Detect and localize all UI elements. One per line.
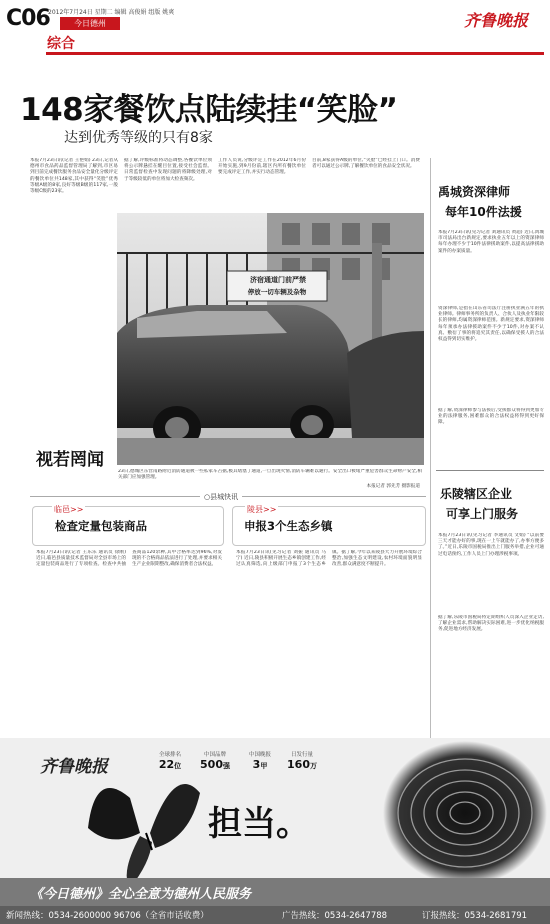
lead-headline: 148家餐饮点陆续挂“笑脸” bbox=[20, 92, 398, 128]
column-divider bbox=[430, 158, 431, 738]
advertisement bbox=[0, 738, 550, 924]
right-divider bbox=[436, 470, 544, 471]
ad-stat-label: 全球排名 bbox=[158, 752, 181, 758]
page-number: C06 bbox=[6, 6, 50, 31]
ad-stat-2 bbox=[195, 750, 235, 771]
ad-stat-unit: 位 bbox=[174, 762, 182, 770]
news-photo bbox=[117, 213, 424, 465]
photo-caption: 23日,德城区东营南路附近消防通道被一些私家车占据,极其堵塞了通道,一旦出现火情,消防车辆难以通行。安全出口被堵严重危害群众生命财产安全,相关部门应加强管理。 bbox=[118, 469, 422, 481]
lead-col-4: 目前,8家获得A级的单位,“笑脸”已经挂上门口。消费者可以通过公示牌,了解餐饮单位的食品安全状况。 bbox=[312, 158, 420, 170]
hotline-bar bbox=[0, 906, 550, 924]
hotline-news: 新闻热线：0534-2600000 96706（全省市话收费） bbox=[6, 911, 209, 921]
right-mid-para-2: 据了解,乐陵市国税局将定期组织人员深入企业走访,了解企业需求,帮助解决实际困难,进一步优化纳税服务,促进地方经济发展。 bbox=[438, 615, 544, 633]
brief-left-title: 检查定量包装商品 bbox=[55, 519, 147, 533]
ad-slogan: 担当。 bbox=[208, 804, 310, 844]
masthead-logo: 齐鲁晚报 bbox=[464, 11, 529, 30]
header-rule bbox=[46, 52, 544, 55]
right-top-para-3: 据了解,资深律师参与法援后,受援群众将得到更加专业的法律服务,困难群众的合法权益将得到更好保障。 bbox=[438, 408, 544, 426]
ad-stat-value: 22 bbox=[158, 758, 175, 771]
right-mid-title-1: 乐陵辖区企业 bbox=[440, 487, 513, 501]
photo-illustration bbox=[117, 213, 424, 465]
ad-stat-label: 日发行量 bbox=[290, 752, 313, 758]
right-top-para-2: 资深律师,是指在山东省司法厅注册执业满五年的执业律师。律师事务所的负责人、合伙人及执业年限较长的律师,均属资深律师范围。新规定要求,资深律师每年须承办法律援助案件不少于10件,对办案不认真、敷衍了事的将追究其责任,以确保受援人的合法权益得到切实维护。 bbox=[438, 306, 544, 343]
section-tab: 今日德州 bbox=[60, 17, 120, 30]
sign-line-2: 停放一切车辆及杂物 bbox=[247, 288, 307, 296]
photo-credit: 本报记者 郭先芳 摄影报道 bbox=[366, 484, 420, 489]
header bbox=[0, 0, 550, 58]
ad-stat-4 bbox=[282, 750, 322, 771]
ad-banner: 《今日德州》全心全意为德州人民服务 bbox=[30, 887, 252, 902]
ad-logo: 齐鲁晚报 bbox=[40, 757, 108, 777]
brief-right-title: 申报3个生态乡镇 bbox=[244, 519, 333, 533]
ad-stat-label: 中国品牌 bbox=[203, 752, 226, 758]
date-line: 2012年7月24日 星期二 编辑 高俊娟 组版 姚爽 bbox=[48, 9, 175, 16]
ad-stat-value: 160 bbox=[287, 758, 310, 771]
ad-stat-3 bbox=[240, 750, 280, 771]
right-top-title-2: 每年10件法援 bbox=[445, 205, 522, 219]
right-top-title-1: 禹城资深律师 bbox=[438, 185, 511, 199]
briefs-kicker: ○县城快讯 bbox=[200, 492, 242, 502]
right-top-para-1: 本报7月23日讯(见习记者 刘通讯员 黄超) 近日,禹城市司法局出台新规定,要求执业五年以上的资深律师每年办理不少于10件法律援助案件,以提高法律援助案件的办案质量。 bbox=[438, 230, 544, 254]
right-mid-title-2: 可享上门服务 bbox=[446, 507, 519, 521]
hotline-subscribe: 订报热线：0534-2681791 bbox=[422, 911, 528, 921]
photo-column-title: 视若罔闻 bbox=[36, 450, 104, 470]
lead-col-1: 本报7月23日讯(记者 王艳娟) 23日,记者从德州市食品药品监督管理局了解到,市区易到目前完成餐饮服务食品安全量化分级评定的餐饮单位共148家,其中获得“笑脸”优秀等级A级的8家,良好等级B级的117家,一般等级C级的23家。 bbox=[30, 158, 118, 195]
brief-left-body: 本报7月23日讯(记者 王乐乐 通讯员 徐刚) 近日,临邑县质量技术监督局对全县市场上的定量包装商品进行了专项检查。检查中共抽查商品120余种,其中合格率达到96%,对发现的不合格商品依法进行了处理,并要求相关生产企业限期整改,确保消费者合法权益。 bbox=[36, 550, 222, 568]
ad-stat-unit: 甲 bbox=[260, 762, 268, 770]
lead-subtitle: 达到优秀等级的只有8家 bbox=[64, 130, 213, 146]
sign-line-1: 济宿通道门前严禁 bbox=[250, 276, 306, 284]
brief-right-place: 陵县>> bbox=[247, 505, 277, 514]
ad-stat-value: 3 bbox=[252, 758, 261, 771]
brief-left-place: 临邑>> bbox=[54, 505, 84, 514]
ad-stat-label: 中国晚报 bbox=[248, 752, 271, 758]
lead-col-3: 工作人员说,分级评定工作在2012年6月份开始实施,到9月份前,辖区内所有餐饮单位要完成评定工作,并实行动态管理。 bbox=[218, 158, 306, 176]
ad-stat-1 bbox=[150, 750, 190, 771]
section-title: 综合 bbox=[47, 36, 75, 52]
hotline-ad: 广告热线：0534-2647788 bbox=[282, 911, 388, 921]
ad-stat-unit: 强 bbox=[222, 762, 230, 770]
lead-col-2: 据了解,评级标准将动态调整,各餐饮单位须将公示牌悬挂在醒目位置,接受社会监督。日常监督检查中发现问题的将降级处理,对于等级较低的单位将加大检查频次。 bbox=[124, 158, 212, 182]
ad-stat-unit: 万 bbox=[309, 762, 317, 770]
right-mid-para-1: 本报7月23日讯(见习记者 李通讯员 文娟) “以前要三天才能办好的事,现在一上午就能办了,办事方便多了。”近日,乐陵市国税局推出上门服务举措,企业可通过电话预约,工作人员上门办理涉税事项。 bbox=[438, 533, 544, 557]
ad-stat-value: 500 bbox=[200, 758, 223, 771]
brief-right-body: 本报7月23日讯(见习记者 刘振 通讯员 马宁) 近日,陵县积极开展生态乡镇创建工作,经过认真筛选,向上级部门申报了3个生态乡镇。据了解,今年以来陵县大力开展环境综合整治,加强生态文明建设,农村环境面貌明显改善,群众满意度不断提升。 bbox=[236, 550, 422, 568]
